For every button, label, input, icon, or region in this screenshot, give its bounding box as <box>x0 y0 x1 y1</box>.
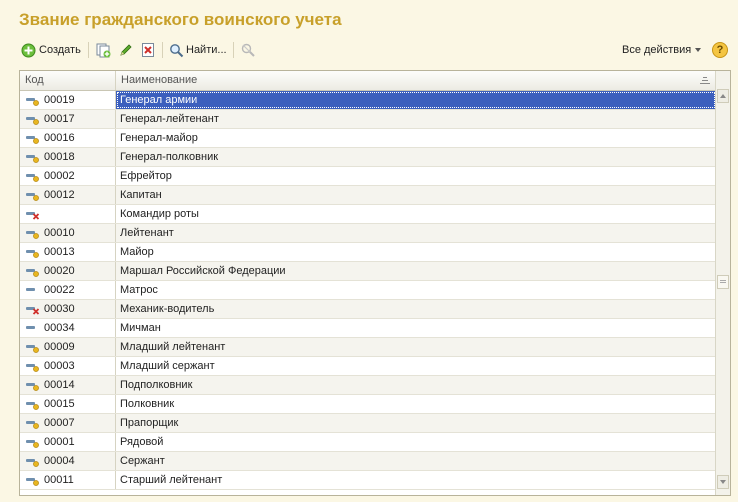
cell-name: Старший лейтенант <box>120 474 223 486</box>
cell-code <box>20 205 116 223</box>
table-row[interactable] <box>20 376 716 395</box>
scroll-down-icon <box>718 476 728 488</box>
deleted-item-icon <box>26 210 40 220</box>
table-row[interactable] <box>20 186 716 205</box>
table-row[interactable] <box>20 262 716 281</box>
cell-code-text: 00013 <box>44 246 75 258</box>
table-row[interactable] <box>20 414 716 433</box>
cancel-search-icon <box>240 42 256 58</box>
table-row[interactable] <box>20 110 716 129</box>
cancel-search-button[interactable] <box>240 39 256 61</box>
delete-mark-icon <box>140 42 156 58</box>
toolbar-divider <box>88 42 89 58</box>
cell-code <box>20 300 116 318</box>
table-row[interactable] <box>20 452 716 471</box>
cell-code-text: 00001 <box>44 436 75 448</box>
find-button-label: Найти... <box>186 44 227 56</box>
cell-name: Младший лейтенант <box>120 341 226 353</box>
help-button[interactable] <box>711 39 729 61</box>
cell-name: Ефрейтор <box>120 170 172 182</box>
toolbar-divider <box>233 42 234 58</box>
scroll-thumb[interactable] <box>717 275 729 289</box>
add-icon <box>21 43 36 58</box>
sort-icon <box>700 77 710 85</box>
cell-code <box>20 281 116 299</box>
marked-item-icon <box>26 248 40 258</box>
table-row[interactable] <box>20 471 716 490</box>
table-row[interactable] <box>20 167 716 186</box>
cell-code-text: 00030 <box>44 303 75 315</box>
copy-button[interactable] <box>95 39 111 61</box>
cell-code <box>20 357 116 375</box>
column-header-name-label: Наименование <box>121 74 198 86</box>
cell-name: Подполковник <box>120 379 193 391</box>
scroll-down-button[interactable] <box>717 475 729 489</box>
cell-code-text: 00003 <box>44 360 75 372</box>
create-button-label: Создать <box>39 44 81 56</box>
marked-item-icon <box>26 419 40 429</box>
marked-item-icon <box>26 191 40 201</box>
table-header <box>20 71 716 91</box>
table-body <box>20 91 716 490</box>
search-icon <box>169 43 184 58</box>
cell-name: Генерал-майор <box>120 132 198 144</box>
cell-code <box>20 338 116 356</box>
cell-code-text: 00002 <box>44 170 75 182</box>
column-header-code[interactable]: Код <box>20 71 116 90</box>
cell-code <box>20 110 116 128</box>
chevron-down-icon <box>694 47 702 53</box>
cell-code <box>20 376 116 394</box>
cell-code <box>20 433 116 451</box>
find-button[interactable] <box>169 39 227 61</box>
cell-code-text: 00004 <box>44 455 75 467</box>
marked-item-icon <box>26 457 40 467</box>
marked-item-icon <box>26 96 40 106</box>
cell-code-text: 00007 <box>44 417 75 429</box>
toolbar <box>19 39 731 61</box>
cell-name: Рядовой <box>120 436 164 448</box>
cell-code <box>20 167 116 185</box>
cell-name: Капитан <box>120 189 162 201</box>
cell-name: Маршал Российской Федерации <box>120 265 286 277</box>
table-row[interactable] <box>20 91 716 110</box>
cell-code <box>20 243 116 261</box>
cell-code-text: 00009 <box>44 341 75 353</box>
cell-name: Командир роты <box>120 208 199 220</box>
cell-code <box>20 262 116 280</box>
cell-name: Мичман <box>120 322 161 334</box>
table-row[interactable] <box>20 319 716 338</box>
deleted-item-icon <box>26 305 40 315</box>
table-row[interactable] <box>20 281 716 300</box>
table-row[interactable] <box>20 395 716 414</box>
cell-code-text: 00022 <box>44 284 75 296</box>
column-header-name[interactable] <box>116 71 716 90</box>
edit-button[interactable] <box>118 39 134 61</box>
scroll-up-button[interactable] <box>717 89 729 103</box>
table-row[interactable] <box>20 338 716 357</box>
marked-item-icon <box>26 438 40 448</box>
item-icon <box>26 324 40 334</box>
marked-item-icon <box>26 115 40 125</box>
toolbar-divider <box>162 42 163 58</box>
cell-name: Сержант <box>120 455 165 467</box>
table-row[interactable] <box>20 300 716 319</box>
cell-name: Майор <box>120 246 154 258</box>
marked-item-icon <box>26 134 40 144</box>
cell-code-text: 00016 <box>44 132 75 144</box>
cell-code <box>20 414 116 432</box>
table-row[interactable] <box>20 433 716 452</box>
cell-code <box>20 224 116 242</box>
cell-code-text: 00017 <box>44 113 75 125</box>
scroll-up-icon <box>718 90 728 102</box>
cell-code-text: 00015 <box>44 398 75 410</box>
marked-item-icon <box>26 476 40 486</box>
vertical-scrollbar[interactable] <box>715 71 730 495</box>
cell-name: Матрос <box>120 284 158 296</box>
cell-code <box>20 91 116 109</box>
all-actions-menu[interactable] <box>622 39 702 61</box>
cell-name: Механик-водитель <box>120 303 215 315</box>
cell-code <box>20 148 116 166</box>
table-row[interactable] <box>20 129 716 148</box>
cell-code <box>20 186 116 204</box>
cell-name: Младший сержант <box>120 360 215 372</box>
table-row[interactable] <box>20 224 716 243</box>
catalog-table[interactable] <box>19 70 731 496</box>
table-row[interactable] <box>20 243 716 262</box>
cell-code <box>20 319 116 337</box>
pencil-icon <box>118 42 134 58</box>
marked-item-icon <box>26 267 40 277</box>
cell-code <box>20 129 116 147</box>
cell-code <box>20 471 116 489</box>
cell-code <box>20 395 116 413</box>
scroll-grip-icon <box>718 276 728 288</box>
cell-name: Генерал-полковник <box>120 151 219 163</box>
cell-code-text: 00018 <box>44 151 75 163</box>
cell-name: Лейтенант <box>120 227 174 239</box>
marked-item-icon <box>26 343 40 353</box>
item-icon <box>26 286 40 296</box>
marked-item-icon <box>26 172 40 182</box>
create-button[interactable] <box>21 39 81 61</box>
mark-delete-button[interactable] <box>140 39 156 61</box>
cell-code-text: 00011 <box>44 474 74 486</box>
cell-name: Прапорщик <box>120 417 179 429</box>
marked-item-icon <box>26 400 40 410</box>
help-icon: ? <box>712 42 728 58</box>
table-row[interactable] <box>20 205 716 224</box>
cell-code-text: 00010 <box>44 227 75 239</box>
cell-code-text: 00012 <box>44 189 75 201</box>
marked-item-icon <box>26 381 40 391</box>
cell-code-text: 00034 <box>44 322 75 334</box>
cell-name: Генерал армии <box>116 91 716 109</box>
cell-code-text: 00014 <box>44 379 75 391</box>
marked-item-icon <box>26 362 40 372</box>
cell-name: Полковник <box>120 398 175 410</box>
marked-item-icon <box>26 229 40 239</box>
copy-icon <box>95 42 111 58</box>
cell-code-text: 00019 <box>44 94 75 106</box>
cell-code-text: 00020 <box>44 265 75 277</box>
cell-code <box>20 452 116 470</box>
all-actions-label: Все действия <box>622 44 692 56</box>
marked-item-icon <box>26 153 40 163</box>
cell-name: Генерал-лейтенант <box>120 113 219 125</box>
page-title: Звание гражданского воинского учета <box>19 10 342 29</box>
table-row[interactable] <box>20 148 716 167</box>
table-row[interactable] <box>20 357 716 376</box>
